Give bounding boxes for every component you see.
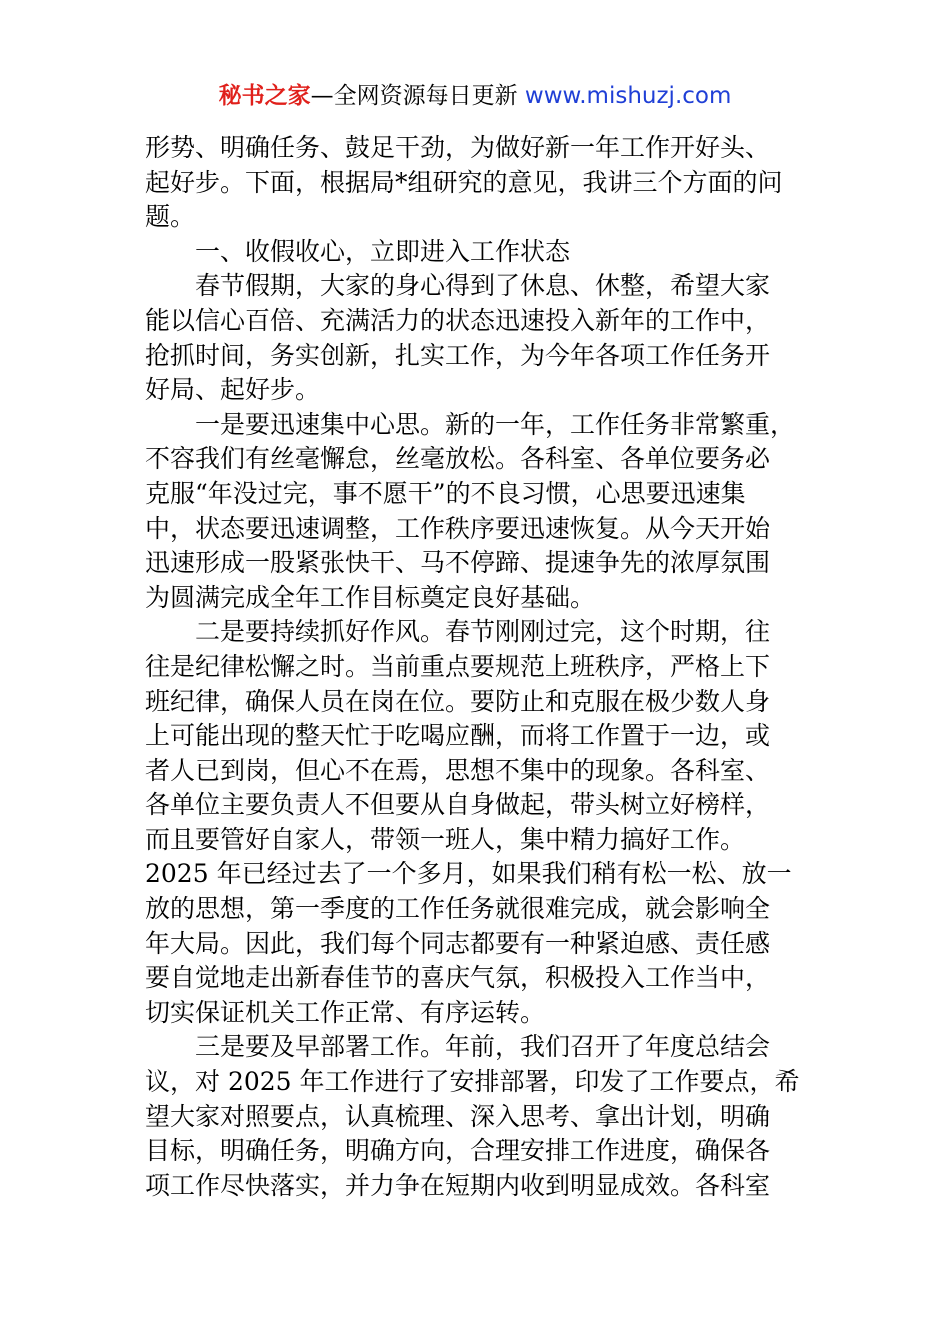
text-line: 抢抓时间，务实创新，扎实工作，为今年各项工作任务开 <box>145 340 771 370</box>
text-line: 不容我们有丝毫懈怠，丝毫放松。各科室、各单位要务必 <box>145 444 771 474</box>
text-line: 年大局。因此，我们每个同志都要有一种紧迫感、责任感 <box>145 928 771 958</box>
text-line: 三是要及早部署工作。年前，我们召开了年度总结会 <box>195 1032 771 1062</box>
text-line: 好局、起好步。 <box>145 375 321 405</box>
text-line: 议，对 2025 年工作进行了安排部署，印发了工作要点，希 <box>145 1067 800 1097</box>
text-line: 而且要管好自家人，带领一班人，集中精力搞好工作。 <box>145 824 746 854</box>
site-brand: 秘书之家 <box>218 83 311 109</box>
text-line: 迅速形成一股紧张快干、马不停蹄、提速争先的浓厚氛围 <box>145 548 771 578</box>
text-line: 项工作尽快落实，并力争在短期内收到明显成效。各科室 <box>145 1170 771 1200</box>
text-line: 往是纪律松懈之时。当前重点要规范上班秩序，严格上下 <box>145 651 771 681</box>
text-line: 题。 <box>145 202 196 232</box>
document-body <box>145 131 835 1203</box>
text-line: 为圆满完成全年工作目标奠定良好基础。 <box>145 582 596 612</box>
text-line: 形势、明确任务、鼓足干劲，为做好新一年工作开好头、 <box>145 133 771 162</box>
text-line: 一、收假收心，立即进入工作状态 <box>195 236 571 266</box>
text-line: 春节假期，大家的身心得到了休息、休整，希望大家 <box>195 271 771 301</box>
text-line: 二是要持续抓好作风。春节刚刚过完，这个时期，往 <box>195 617 771 647</box>
text-line: 一是要迅速集中心思。新的一年，工作任务非常繁重， <box>195 409 796 439</box>
site-url-link[interactable]: www.mishuzj.com <box>524 83 732 109</box>
text-line: 要自觉地走出新春佳节的喜庆气氛，积极投入工作当中， <box>145 963 771 993</box>
site-tagline: —全网资源每日更新 <box>310 83 525 109</box>
text-line: 望大家对照要点，认真梳理、深入思考、拿出计划，明确 <box>145 1101 771 1131</box>
text-line: 切实保证机关工作正常、有序运转。 <box>145 997 546 1027</box>
text-line: 上可能出现的整天忙于吃喝应酬，而将工作置于一边，或 <box>145 721 771 751</box>
text-line: 克服“年没过完，事不愿干”的不良习惯，心思要迅速集 <box>145 478 746 508</box>
text-line: 放的思想，第一季度的工作任务就很难完成，就会影响全 <box>145 894 771 924</box>
text-line: 各单位主要负责人不但要从自身做起，带头树立好榜样， <box>145 790 771 820</box>
text-line: 者人已到岗，但心不在焉，思想不集中的现象。各科室、 <box>145 755 771 785</box>
text-line: 目标，明确任务，明确方向，合理安排工作进度，确保各 <box>145 1136 771 1166</box>
site-banner <box>0 80 950 112</box>
text-line: 中，状态要迅速调整，工作秩序要迅速恢复。从今天开始 <box>145 513 771 543</box>
text-line: 班纪律，确保人员在岗在位。要防止和克服在极少数人身 <box>145 686 771 716</box>
text-line: 起好步。下面，根据局*组研究的意见，我讲三个方面的问 <box>145 167 783 197</box>
text-line: 能以信心百倍、充满活力的状态迅速投入新年的工作中， <box>145 305 771 335</box>
text-line: 2025 年已经过去了一个多月，如果我们稍有松一松、放一 <box>145 859 792 889</box>
